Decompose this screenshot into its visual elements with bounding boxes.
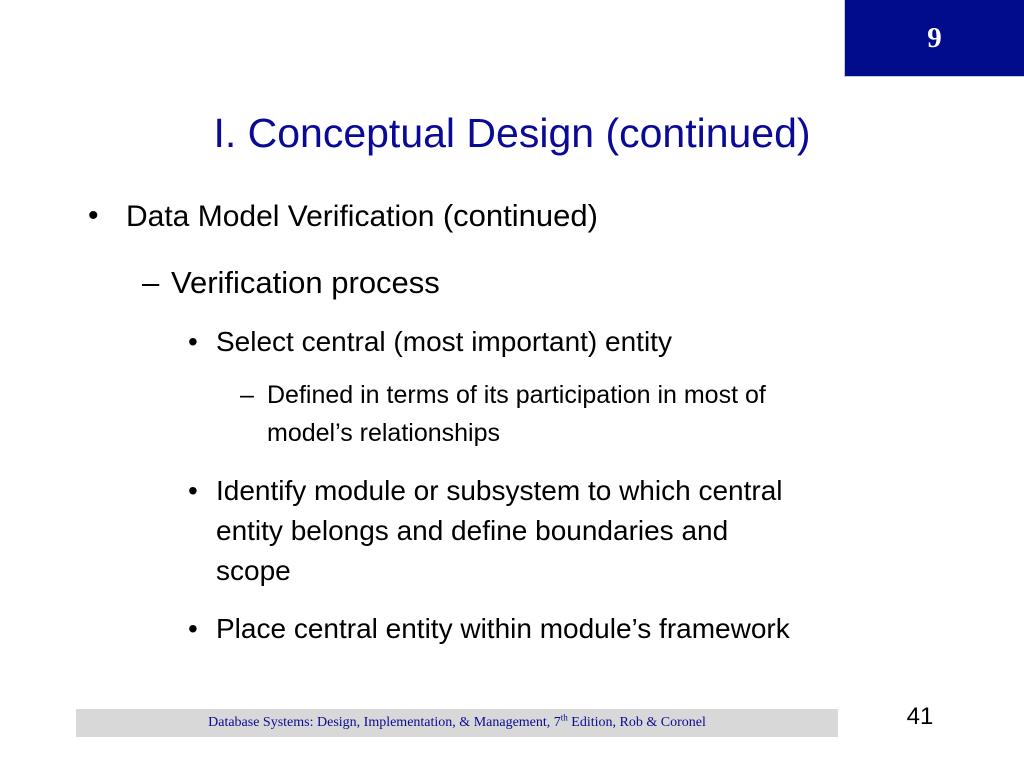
bullet-item-level3: Place central entity within module’s framework (216, 613, 790, 644)
dash-marker: – (240, 381, 254, 409)
bullet-item-level3: Select central (most important) entity (216, 326, 672, 357)
bullet-marker: • (88, 199, 99, 232)
bullet-item-level1 (126, 196, 598, 237)
bullet-text-suffix: (continued) (442, 198, 598, 233)
footer-text-before: Database Systems: Design, Implementation, & Management, 7 (208, 715, 561, 730)
footer-superscript: th (560, 712, 568, 723)
page-number: 41 (906, 703, 934, 730)
dash-marker: – (142, 265, 160, 300)
bullet-marker: • (188, 613, 198, 644)
bullet-item-level3-line1: Identify module or subsystem to which central (216, 475, 783, 506)
bullet-item-level4-line2: model’s relationships (267, 419, 500, 447)
bullet-marker: • (188, 326, 198, 357)
footer-text-after: Edition, Rob & Coronel (567, 715, 706, 730)
footer-citation (208, 712, 706, 731)
bullet-item-level3-line3: scope (216, 555, 291, 586)
bullet-marker: • (188, 475, 198, 506)
footer-bar (76, 709, 838, 737)
bullet-text: Data Model Verification (126, 200, 443, 233)
bullet-item-level3-line2: entity belongs and define boundaries and (216, 515, 729, 546)
bullet-item-level2: Verification process (171, 265, 440, 300)
bullet-item-level4-line1: Defined in terms of its participation in most of (267, 381, 766, 409)
chapter-badge: 9 (844, 0, 1024, 77)
slide-title: I. Conceptual Design (continued) (213, 110, 811, 156)
